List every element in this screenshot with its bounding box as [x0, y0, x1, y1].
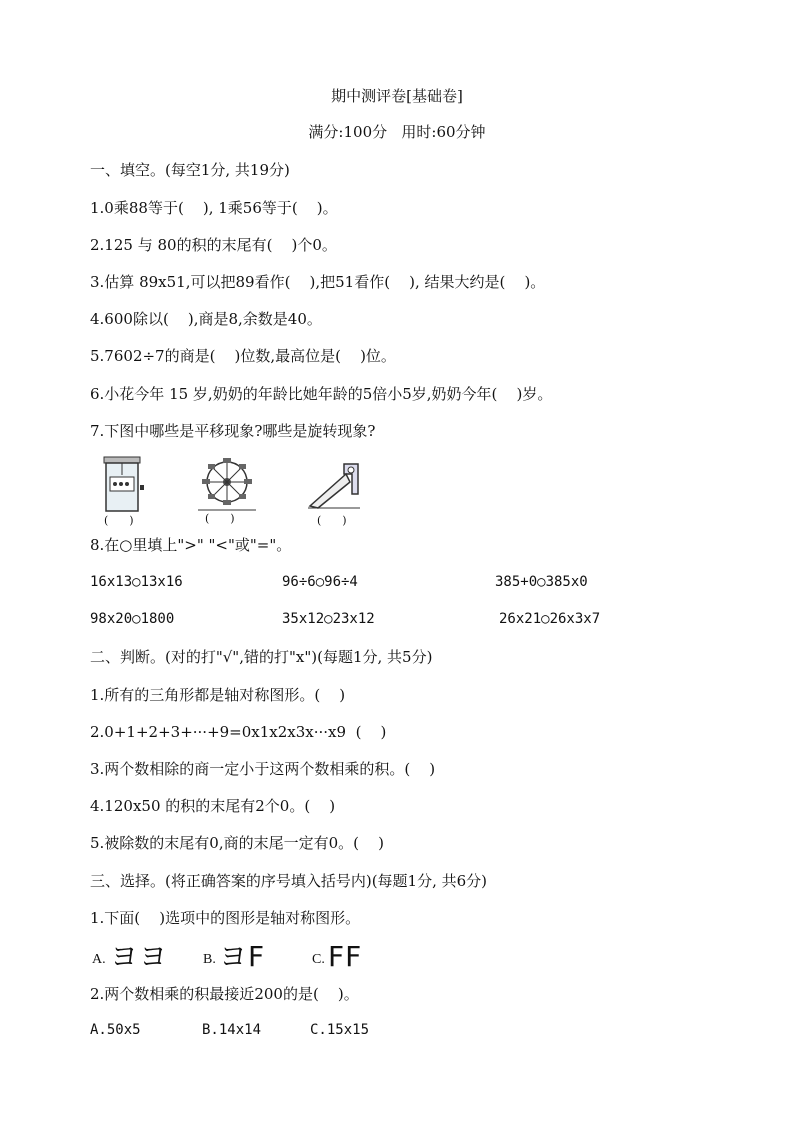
choice-option-c: C.15x15 [310, 1022, 370, 1038]
judge-item-3: 3.两个数相除的商一定小于这两个数相乘的积。( ) [90, 760, 436, 778]
compare-item: 96÷6○96÷4 [282, 574, 358, 590]
picture-answer-paren-1[interactable]: ( ) [104, 514, 134, 527]
option-a-glyph: ヨヨ [110, 940, 169, 973]
compare-item: 385+0○385x0 [495, 574, 588, 590]
elevator-picture [100, 455, 150, 513]
option-b-letter: B. [203, 952, 216, 967]
section1-heading: 一、填空。(每空1分, 共19分) [90, 161, 290, 179]
judge-item-5: 5.被除数的末尾有0,商的末尾一定有0。( ) [90, 834, 384, 852]
ferris-wheel-picture [196, 458, 258, 512]
choice-option-a: A.50x5 [90, 1022, 141, 1038]
option-b-glyph: ヨF [219, 940, 266, 973]
question-1-7: 7.下图中哪些是平移现象?哪些是旋转现象? [90, 422, 376, 440]
slide-picture [304, 460, 364, 510]
compare-item: 26x21○26x3x7 [499, 611, 601, 627]
judge-item-2: 2.0+1+2+3+···+9=0x1x2x3x···x9 ( ) [90, 723, 387, 741]
question-1-2: 2.125 与 80的积的末尾有( )个0。 [90, 236, 337, 254]
compare-item: 16x13○13x16 [90, 574, 183, 590]
option-c-glyph: FF [328, 940, 363, 973]
option-c-letter: C. [312, 952, 325, 967]
choice-question-1: 1.下面( )选项中的图形是轴对称图形。 [90, 909, 361, 927]
picture-answer-paren-2[interactable]: ( ) [205, 512, 235, 525]
page-subtitle: 满分:100分 用时:60分钟 [308, 123, 486, 141]
choice-option-b: B.14x14 [202, 1022, 262, 1038]
question-1-5: 5.7602÷7的商是( )位数,最高位是( )位。 [90, 347, 396, 365]
compare-item: 98x20○1800 [90, 611, 175, 627]
question-1-4: 4.600除以( ),商是8,余数是40。 [90, 310, 322, 328]
question-1-3: 3.估算 89x51,可以把89看作( ),把51看作( ), 结果大约是( )。 [90, 273, 546, 291]
choice-question-2: 2.两个数相乘的积最接近200的是( )。 [90, 985, 359, 1003]
question-1-1: 1.0乘88等于( ), 1乘56等于( )。 [90, 199, 338, 217]
section3-heading: 三、选择。(将正确答案的序号填入括号内)(每题1分, 共6分) [90, 872, 488, 890]
section2-heading: 二、判断。(对的打"√",错的打"x")(每题1分, 共5分) [90, 648, 433, 666]
page-title: 期中测评卷[基础卷] [331, 87, 463, 105]
judge-item-1: 1.所有的三角形都是轴对称图形。( ) [90, 686, 346, 704]
question-1-6: 6.小花今年 15 岁,奶奶的年龄比她年龄的5倍小5岁,奶奶今年( )岁。 [90, 385, 553, 403]
option-a-letter: A. [92, 952, 106, 967]
judge-item-4: 4.120x50 的积的末尾有2个0。( ) [90, 797, 336, 815]
picture-answer-paren-3[interactable]: ( ) [317, 514, 347, 527]
question-1-8: 8.在○里填上">" "<"或"="。 [90, 536, 292, 554]
compare-item: 35x12○23x12 [282, 611, 375, 627]
